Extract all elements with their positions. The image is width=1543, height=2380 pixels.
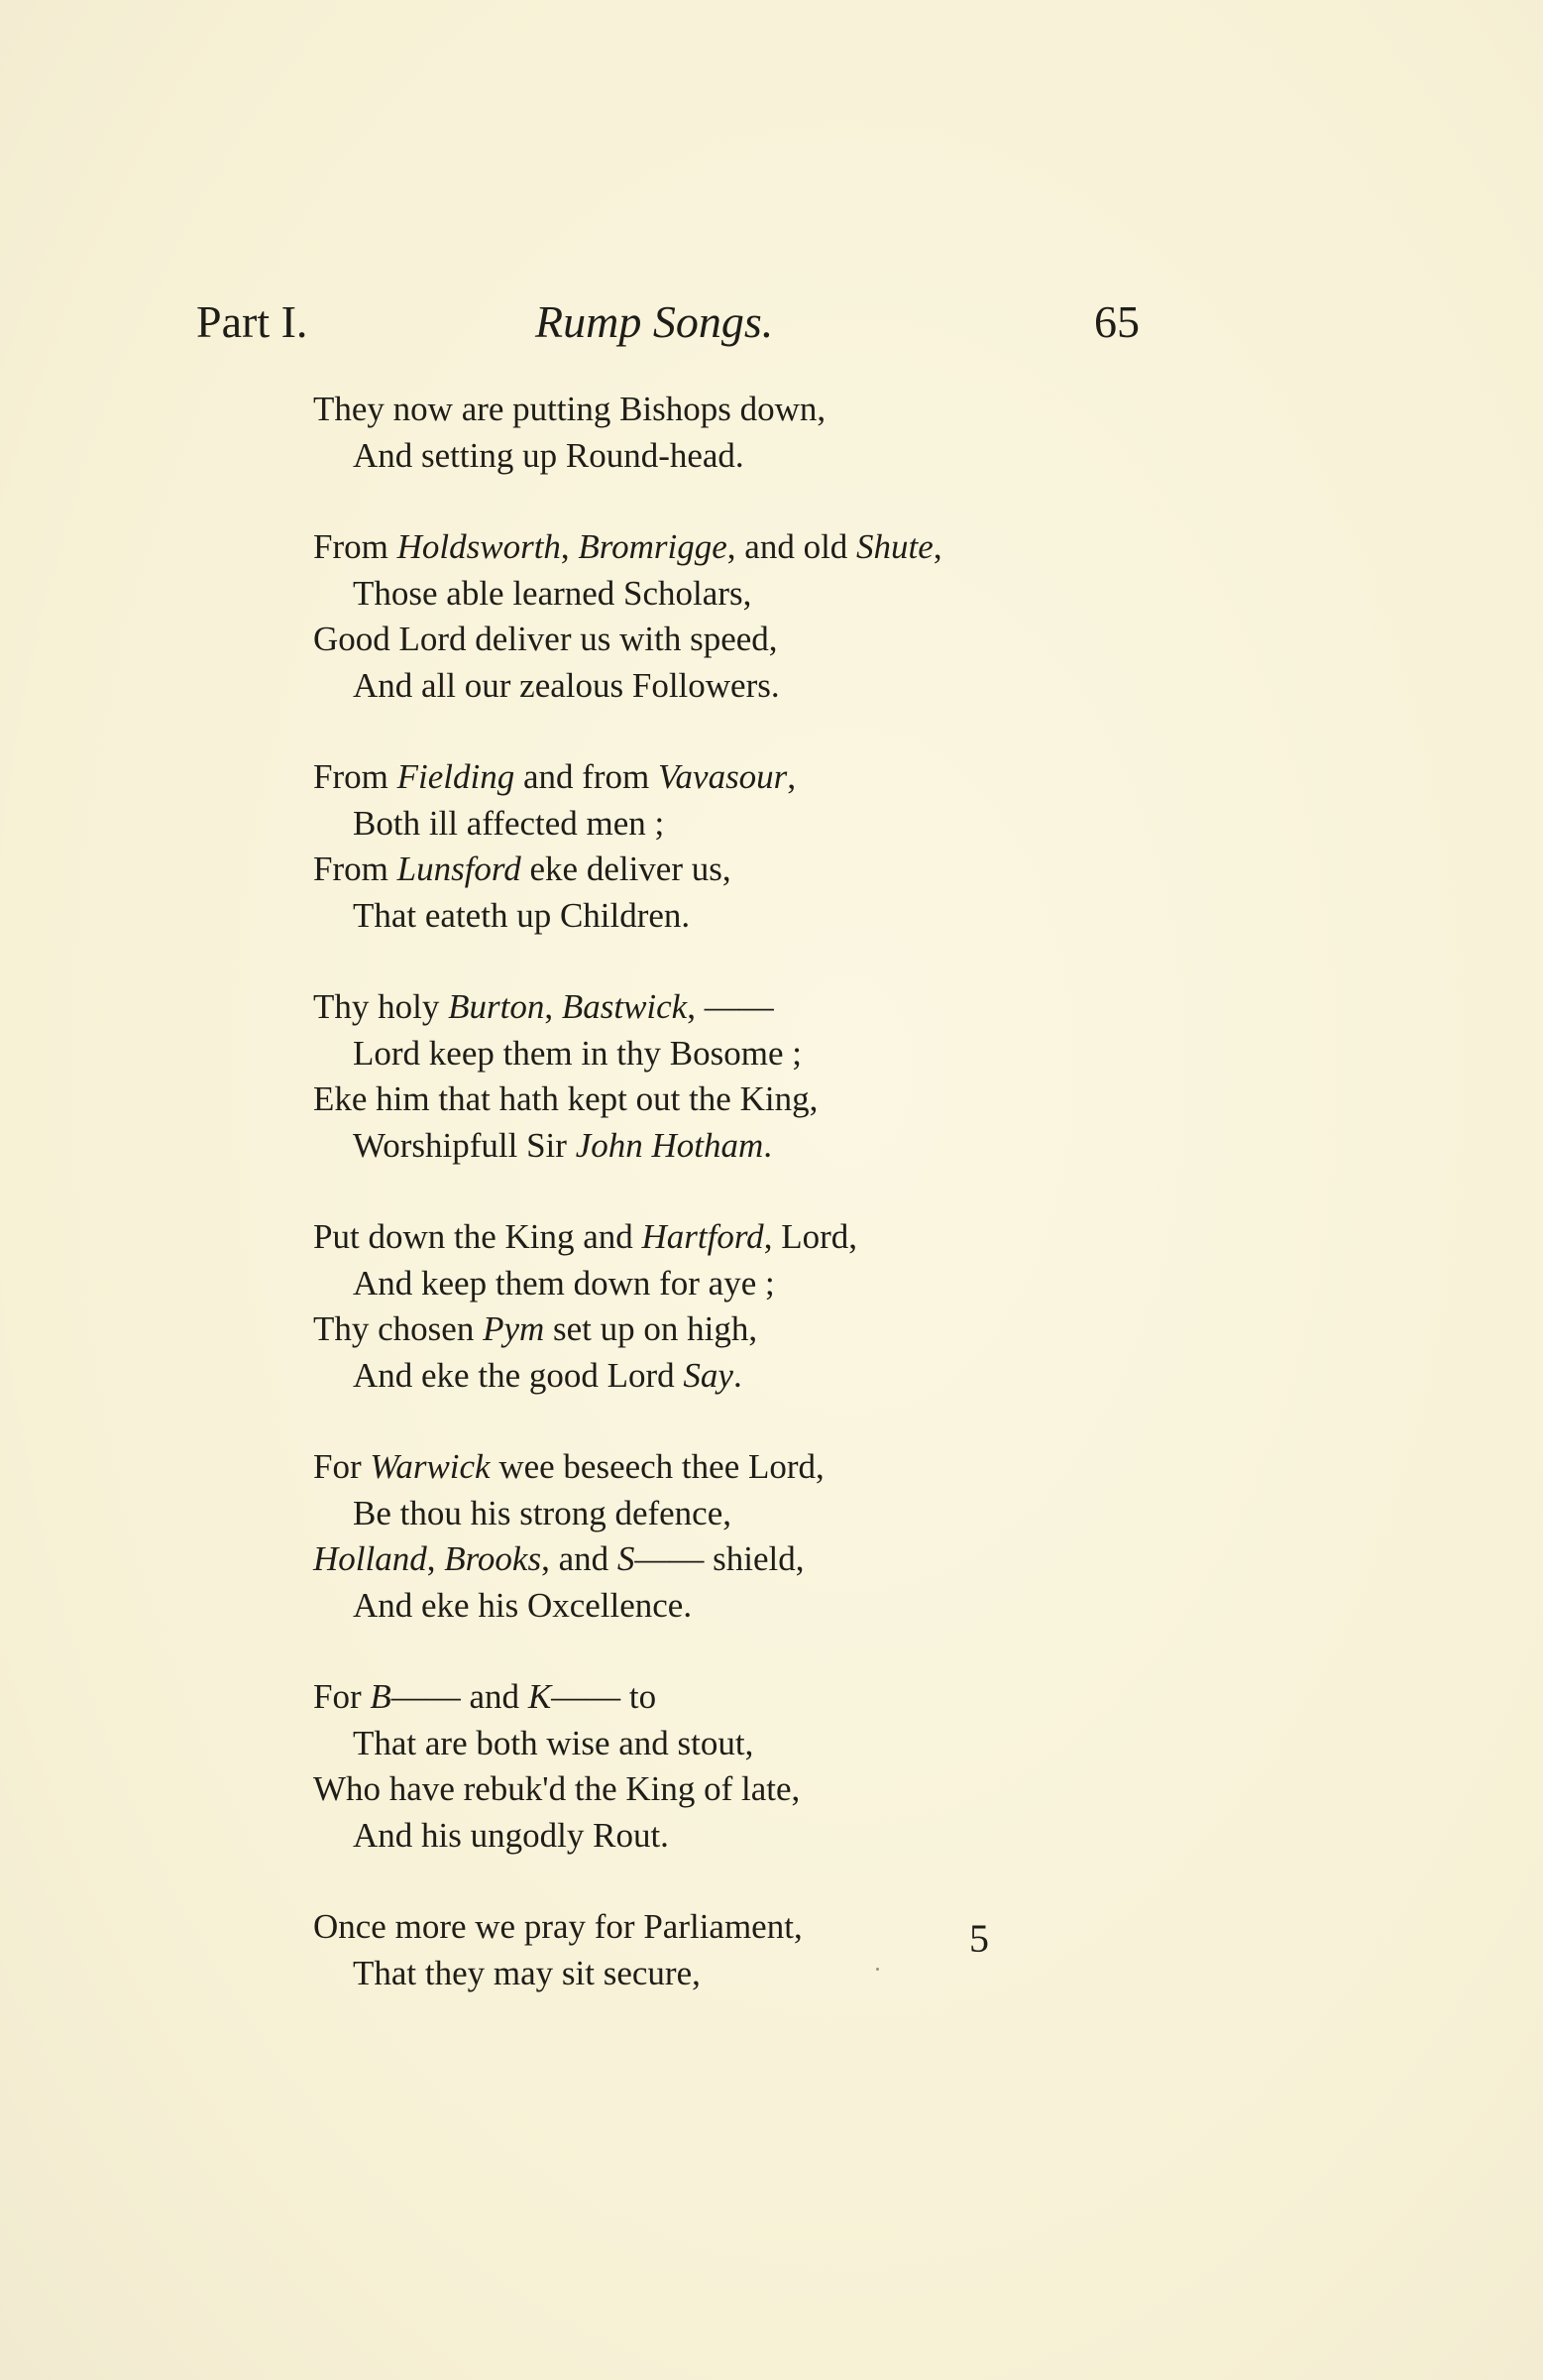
verse-line: Good Lord deliver us with speed,: [313, 620, 778, 658]
verse-text: ,: [544, 987, 562, 1026]
verse-text: , and: [541, 1539, 617, 1578]
verse-text: , Lord,: [763, 1217, 857, 1256]
verse-text: For: [313, 1447, 371, 1486]
italic-name: K: [527, 1677, 552, 1716]
verse-line: And setting up Round-head.: [353, 435, 744, 475]
verse-line: [313, 1353, 1185, 1400]
verse-text: ,: [787, 757, 797, 796]
italic-name: Holdsworth: [396, 527, 561, 566]
verse-line: That eateth up Children.: [353, 895, 691, 935]
stanza: [313, 1444, 1185, 1629]
verse-text: .: [732, 1355, 742, 1395]
italic-name: Warwick: [370, 1447, 491, 1486]
verse-line: And eke his Oxcellence.: [353, 1585, 693, 1625]
stanza: [313, 1904, 1185, 1996]
stanza: [313, 1214, 1185, 1399]
stanza: [313, 754, 1185, 939]
verse-text: —— and: [390, 1677, 528, 1716]
verse-text: and from: [514, 757, 659, 796]
verse-line: Both ill affected men ;: [353, 803, 665, 843]
italic-name: Fielding: [396, 757, 515, 796]
verse-line: [313, 1214, 1185, 1261]
part-label: Part I.: [196, 296, 308, 347]
verse-text: And eke the good Lord: [353, 1355, 684, 1395]
verse-text: wee beseech thee Lord,: [490, 1447, 825, 1486]
paper-speck: [876, 1968, 879, 1971]
verse-line: Lord keep them in thy Bosome ;: [353, 1033, 802, 1073]
italic-name: John Hotham: [575, 1125, 764, 1165]
verse-line: [313, 1536, 1185, 1583]
running-title: Rump Songs.: [535, 296, 774, 347]
stanza: [313, 1674, 1185, 1859]
verse-line: Who have rebuk'd the King of late,: [313, 1769, 801, 1808]
italic-name: Burton: [448, 987, 545, 1026]
stanza: [313, 984, 1185, 1169]
verse-line: [313, 847, 1185, 893]
italic-name: Hartford: [641, 1217, 764, 1256]
verse-text: —— to: [551, 1677, 657, 1716]
verse-text: Thy holy: [313, 987, 449, 1026]
verse-text: , ——: [687, 987, 774, 1026]
verse-line: That they may sit secure,: [353, 1953, 701, 1992]
verse-line: And all our zealous Followers.: [353, 665, 780, 705]
stanza: [313, 524, 1185, 709]
italic-name: Bromrigge: [578, 527, 727, 566]
verse-text: ,: [426, 1539, 445, 1578]
poem-text: [313, 387, 1185, 2042]
verse-line: And keep them down for aye ;: [353, 1263, 775, 1303]
verse-line: [313, 524, 1185, 571]
verse-text: ,: [933, 527, 942, 566]
verse-line: Eke him that hath kept out the King,: [313, 1079, 819, 1118]
verse-text: Worshipfull Sir: [353, 1125, 576, 1165]
italic-name: Vavasour: [658, 757, 788, 796]
verse-line: They now are putting Bishops down,: [313, 390, 827, 428]
verse-line: [313, 1306, 1185, 1353]
verse-text: .: [763, 1125, 772, 1165]
verse-text: , and old: [726, 527, 857, 566]
verse-line: [313, 1123, 1185, 1170]
verse-text: Put down the King and: [313, 1217, 642, 1256]
italic-name: Pym: [483, 1309, 545, 1348]
verse-line: Those able learned Scholars,: [353, 573, 752, 613]
verse-text: From: [313, 850, 397, 888]
italic-name: Shute: [856, 527, 934, 566]
verse-line: [313, 1444, 1185, 1491]
verse-text: Thy chosen: [313, 1309, 484, 1348]
verse-text: For: [313, 1677, 371, 1716]
verse-text: From: [313, 757, 397, 796]
stanza: [313, 387, 1185, 479]
verse-line: [313, 754, 1185, 801]
verse-line: Be thou his strong defence,: [353, 1493, 731, 1532]
italic-name: B: [370, 1677, 391, 1716]
signature-mark: 5: [969, 1916, 989, 1961]
italic-name: Bastwick: [561, 987, 688, 1026]
verse-text: set up on high,: [544, 1309, 758, 1348]
italic-name: Say: [683, 1355, 733, 1395]
italic-name: Brooks: [444, 1539, 542, 1578]
verse-text: From: [313, 527, 397, 566]
running-header: [196, 295, 1148, 365]
italic-name: Lunsford: [396, 850, 521, 888]
page-number: 65: [1094, 296, 1140, 347]
verse-line: [313, 1674, 1185, 1721]
verse-line: And his ungodly Rout.: [353, 1815, 669, 1855]
verse-text: eke deliver us,: [520, 850, 731, 888]
verse-line: [313, 984, 1185, 1031]
verse-text: ,: [560, 527, 579, 566]
verse-line: That are both wise and stout,: [353, 1723, 754, 1762]
verse-line: Once more we pray for Parliament,: [313, 1907, 803, 1946]
verse-text: —— shield,: [634, 1539, 805, 1578]
italic-name: Holland: [313, 1539, 427, 1578]
italic-name: S: [616, 1539, 635, 1578]
